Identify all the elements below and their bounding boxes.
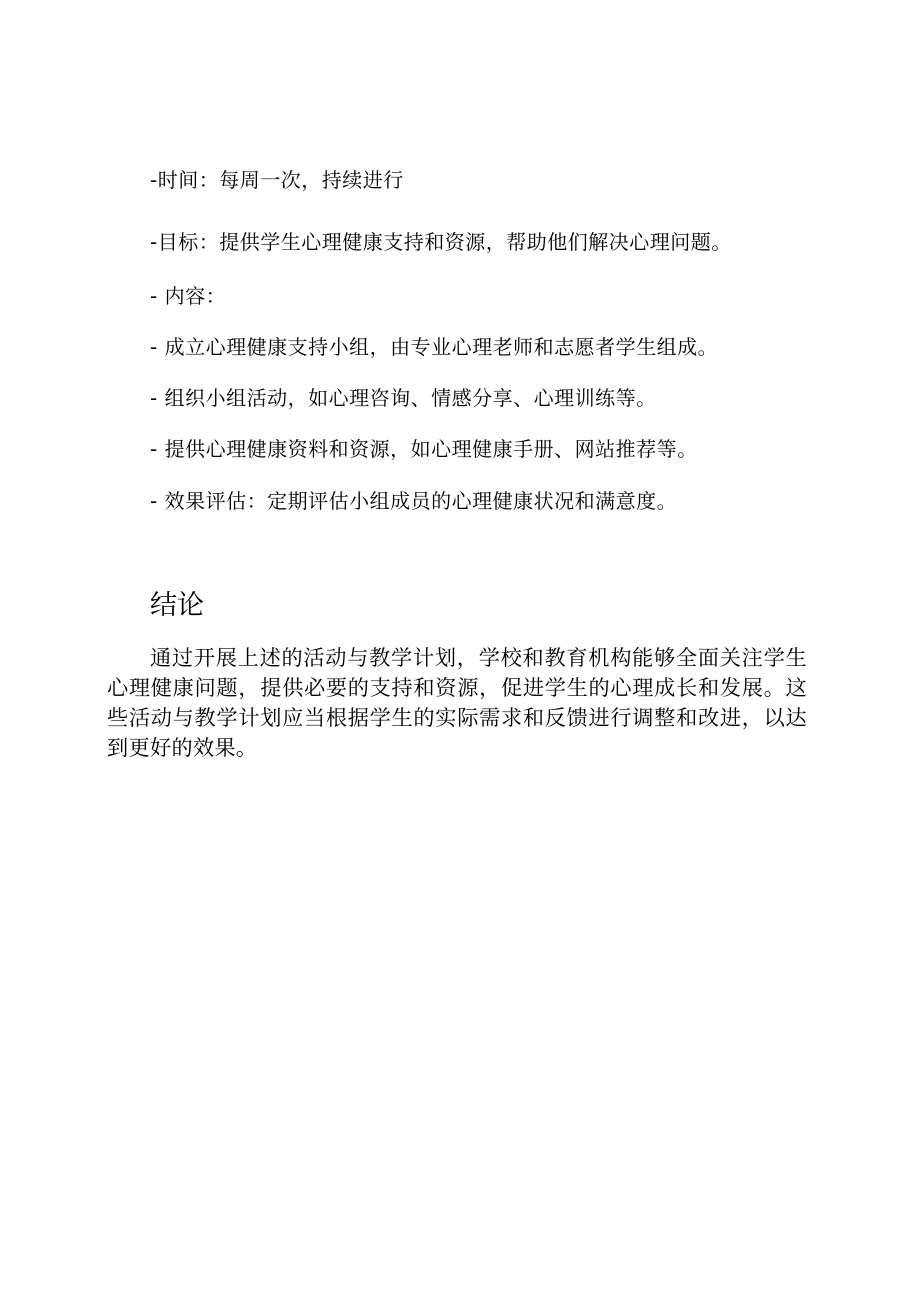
item-content-2: - 组织小组活动，如心理咨询、情感分享、心理训练等。	[150, 386, 657, 410]
item-goal: -目标：提供学生心理健康支持和资源，帮助他们解决心理问题。	[150, 230, 732, 254]
item-content-label: - 内容：	[150, 284, 227, 308]
item-evaluation: - 效果评估：定期评估小组成员的心理健康状况和满意度。	[150, 489, 678, 513]
conclusion-paragraph: 通过开展上述的活动与教学计划，学校和教育机构能够全面关注学生心理健康问题，提供必要的支持和资源，促进学生的心理成长和发展。这些活动与教学计划应当根据学生的实际需求和反馈进行调整和改进，以达到更好的效果。	[107, 645, 807, 760]
conclusion-heading: 结论	[150, 590, 204, 621]
item-content-3: - 提供心理健康资料和资源，如心理健康手册、网站推荐等。	[150, 437, 698, 461]
item-content-1: - 成立心理健康支持小组，由专业心理老师和志愿者学生组成。	[150, 335, 719, 359]
item-time: -时间：每周一次，持续进行	[150, 168, 404, 192]
